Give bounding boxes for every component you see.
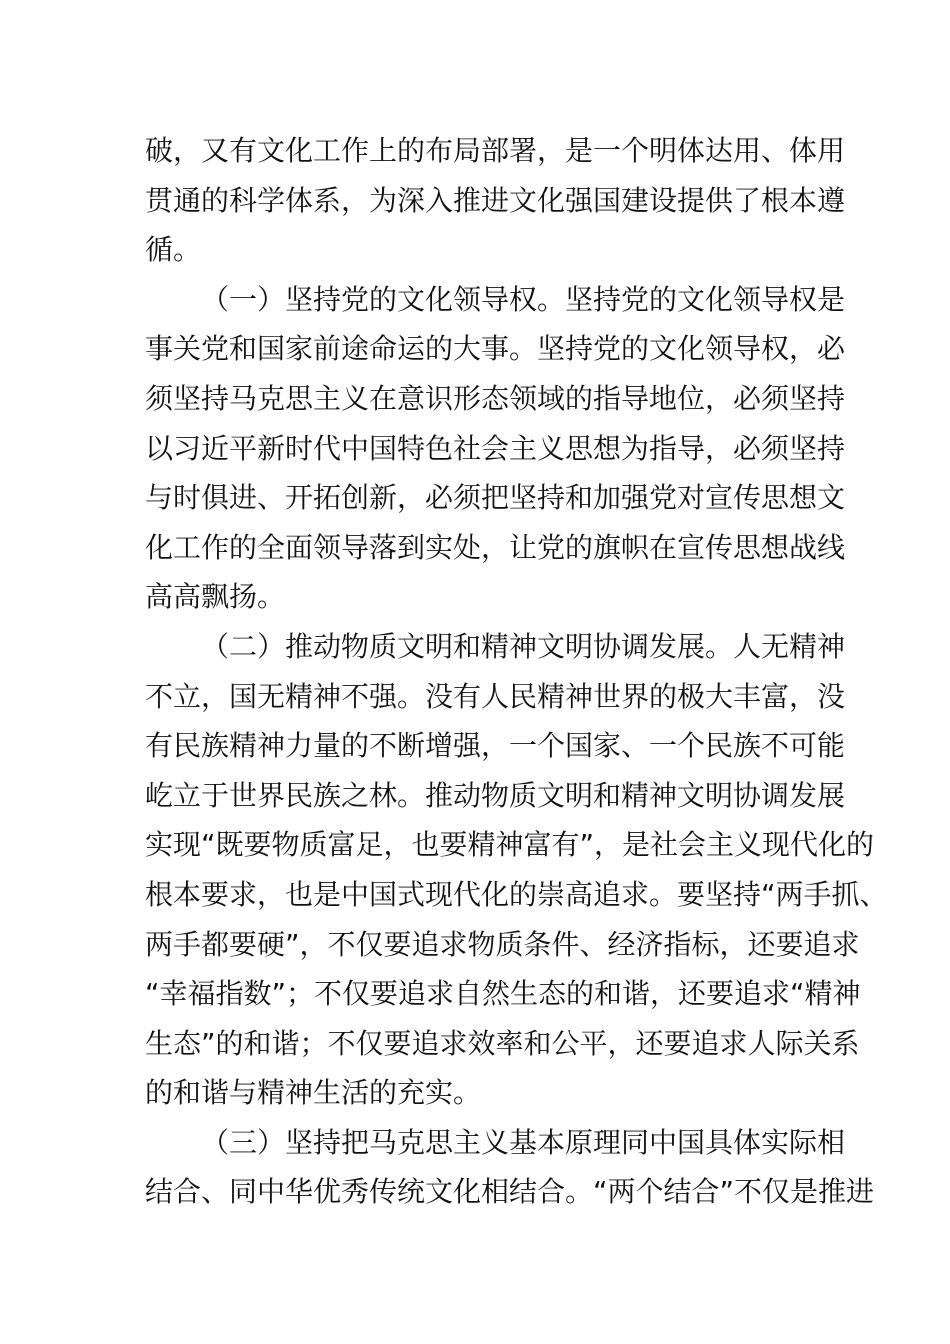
text-line: 实现“既要物质富足，也要精神富有”，是社会主义现代化的 <box>145 828 875 862</box>
text-line: 两手都要硬”，不仅要追求物质条件、经济指标，还要追求 <box>145 927 860 961</box>
text-line: “幸福指数”；不仅要追求自然生态的和谐，还要追求“精神 <box>145 977 861 1011</box>
section-heading-line: （一）坚持党的文化领导权。坚持党的文化领导权是 <box>201 282 846 316</box>
text-line: 事关党和国家前途命运的大事。坚持党的文化领导权，必 <box>145 332 846 366</box>
text-line: 须坚持马克思主义在意识形态领域的指导地位，必须坚持 <box>145 381 846 415</box>
text-line: 屹立于世界民族之林。推动物质文明和精神文明协调发展 <box>145 778 846 812</box>
text-line: 生态”的和谐；不仅要追求效率和公平，还要追求人际关系 <box>145 1026 860 1060</box>
text-line: 高高飘扬。 <box>145 580 286 614</box>
text-line: 循。 <box>145 233 202 267</box>
section-heading-line: （三）坚持把马克思主义基本原理同中国具体实际相 <box>201 1125 846 1159</box>
text-line: 与时俱进、开拓创新，必须把坚持和加强党对宣传思想文 <box>145 481 846 515</box>
text-line: 根本要求，也是中国式现代化的崇高追求。要坚持“两手抓、 <box>145 877 888 911</box>
text-line: 的和谐与精神生活的充实。 <box>145 1076 482 1110</box>
text-line: 结合、同中华优秀传统文化相结合。“两个结合”不仅是推进 <box>145 1175 875 1209</box>
text-line: 不立，国无精神不强。没有人民精神世界的极大丰富，没 <box>145 679 846 713</box>
text-line: 化工作的全面领导落到实处，让党的旗帜在宣传思想战线 <box>145 530 846 564</box>
text-line: 破，又有文化工作上的布局部署，是一个明体达用、体用 <box>145 134 846 167</box>
text-line: 有民族精神力量的不断增强，一个国家、一个民族不可能 <box>145 729 846 763</box>
text-line: 以习近平新时代中国特色社会主义思想为指导，必须坚持 <box>145 431 846 465</box>
body-text <box>145 126 888 1217</box>
text-line: 贯通的科学体系，为深入推进文化强国建设提供了根本遵 <box>145 183 846 217</box>
section-heading-line: （二）推动物质文明和精神文明协调发展。人无精神 <box>201 629 846 663</box>
